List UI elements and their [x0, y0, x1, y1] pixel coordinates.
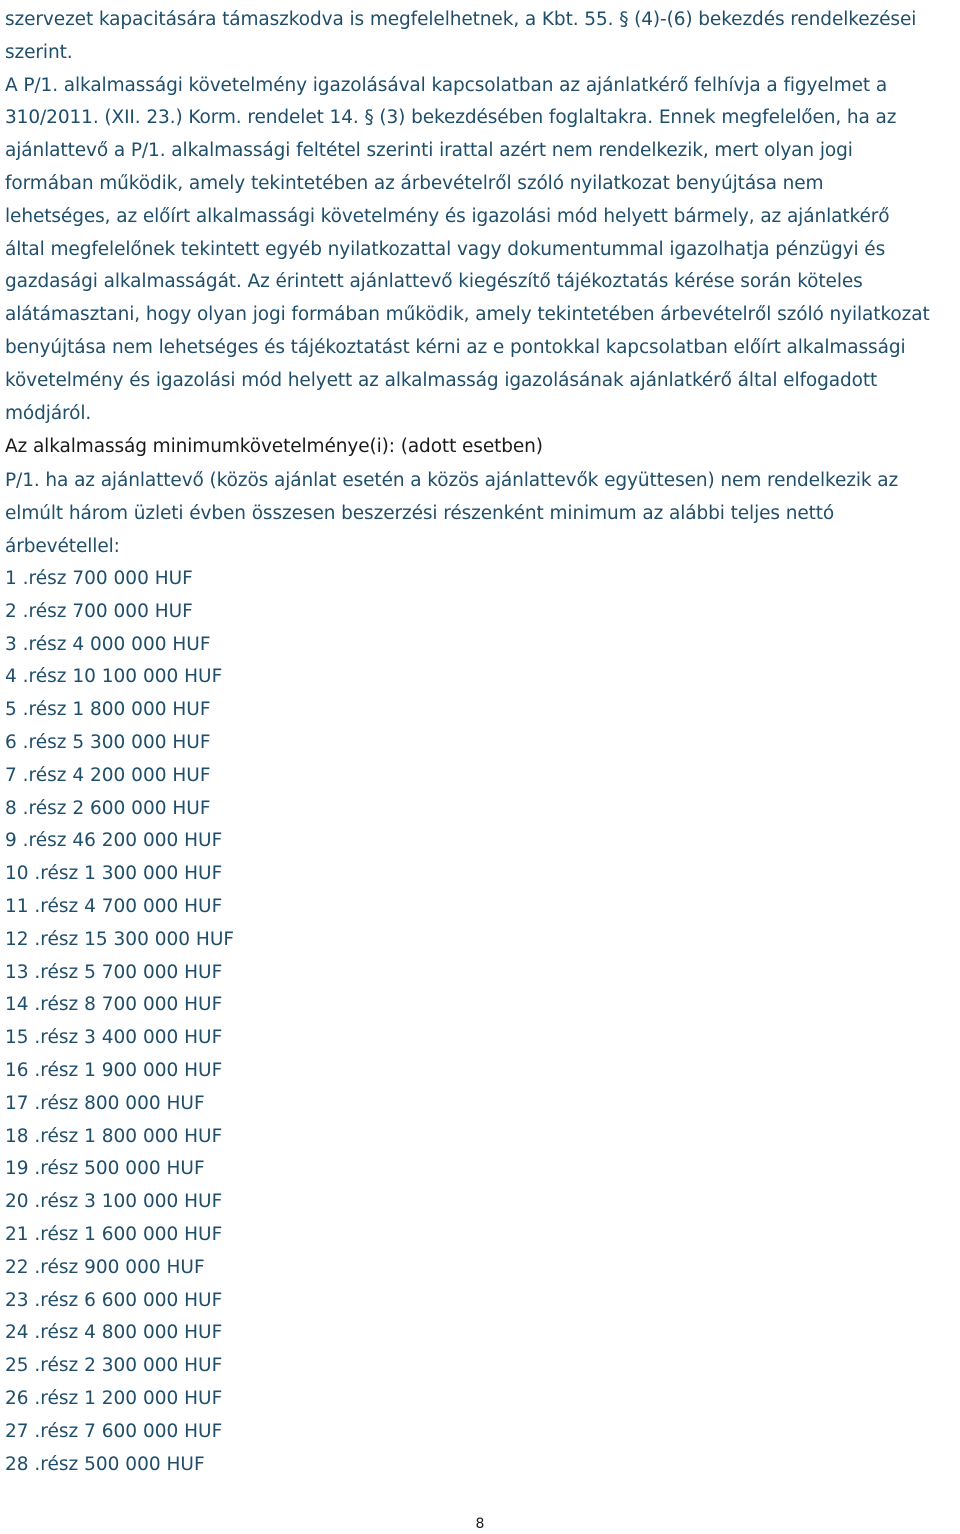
list-item: 26 .rész 1 200 000 HUF	[5, 1387, 223, 1409]
body-text	[5, 4, 960, 564]
paragraph-line: gazdasági alkalmasságát. Az érintett ajánlattevő kiegészítő tájékoztatás kérése során köteles	[5, 271, 863, 293]
list-item: 9 .rész 46 200 000 HUF	[5, 830, 223, 852]
list-item: 24 .rész 4 800 000 HUF	[5, 1322, 223, 1344]
list-item: 15 .rész 3 400 000 HUF	[5, 1027, 223, 1049]
paragraph-2	[5, 70, 960, 431]
paragraph-line: 310/2011. (XII. 23.) Korm. rendelet 14. § (3) bekezdésében foglaltakra. Ennek megfelelően, ha az	[5, 107, 897, 129]
list-item: 21 .rész 1 600 000 HUF	[5, 1223, 223, 1245]
list-item: 5 .rész 1 800 000 HUF	[5, 699, 211, 721]
paragraph-line: benyújtása nem lehetséges és tájékoztatást kérni az e pontokkal kapcsolatban előírt alkalmassági	[5, 336, 906, 358]
list-item: 6 .rész 5 300 000 HUF	[5, 731, 211, 753]
paragraph-line: által megfelelőnek tekintett egyéb nyilatkozattal vagy dokumentummal igazolhatja pénzügyi és	[5, 238, 886, 260]
list-item: 28 .rész 500 000 HUF	[5, 1453, 205, 1475]
paragraph-line: formában működik, amely tekintetében az árbevételről szóló nyilatkozat benyújtása nem	[5, 172, 824, 194]
list-item: 18 .rész 1 800 000 HUF	[5, 1125, 223, 1147]
list-item: 10 .rész 1 300 000 HUF	[5, 863, 223, 885]
list-item: 14 .rész 8 700 000 HUF	[5, 994, 223, 1016]
list-item: 3 .rész 4 000 000 HUF	[5, 633, 211, 655]
paragraph-line: szervezet kapacitására támaszkodva is megfelelhetnek, a Kbt. 55. § (4)-(6) bekezdés rendelkezései	[5, 9, 917, 30]
paragraph-line: ajánlattevő a P/1. alkalmassági feltétel szerinti irattal azért nem rendelkezik, mert olyan jogi	[5, 140, 853, 162]
list-item: 7 .rész 4 200 000 HUF	[5, 764, 211, 786]
paragraph-line: módjáról.	[5, 402, 92, 424]
list-item: 17 .rész 800 000 HUF	[5, 1092, 205, 1114]
list-item: 23 .rész 6 600 000 HUF	[5, 1289, 223, 1311]
list-item: 27 .rész 7 600 000 HUF	[5, 1420, 223, 1442]
list-item: 12 .rész 15 300 000 HUF	[5, 928, 235, 950]
paragraph-line: P/1. ha az ajánlattevő (közös ajánlat esetén a közös ajánlattevők együttesen) nem rendelkezik az	[5, 470, 899, 492]
list-item: 16 .rész 1 900 000 HUF	[5, 1059, 223, 1081]
list-item: 1 .rész 700 000 HUF	[5, 568, 193, 589]
list-item: 19 .rész 500 000 HUF	[5, 1158, 205, 1180]
paragraph-line: lehetséges, az előírt alkalmassági követelmény és igazolási mód helyett bármely, az ajánlatkérő	[5, 205, 890, 227]
paragraph-line: A P/1. alkalmassági követelmény igazolásával kapcsolatban az ajánlatkérő felhívja a figyelmet a	[5, 74, 888, 96]
paragraph-line: követelmény és igazolási mód helyett az alkalmasság igazolásának ajánlatkérő által elfogadott	[5, 369, 878, 391]
page-number: 8	[475, 1516, 485, 1532]
list-item: 13 .rész 5 700 000 HUF	[5, 961, 223, 983]
paragraph-line: szerint.	[5, 41, 73, 63]
paragraph-line: elmúlt három üzleti évben összesen beszerzési részenként minimum az alábbi teljes nettó	[5, 502, 835, 524]
section-heading: Az alkalmasság minimumkövetelménye(i): (adott esetben)	[5, 436, 543, 458]
paragraph-line: alátámasztani, hogy olyan jogi formában működik, amely tekintetében árbevételről szóló nyilatkozat	[5, 304, 930, 326]
list-item: 4 .rész 10 100 000 HUF	[5, 666, 223, 688]
paragraph-3	[5, 465, 960, 563]
list-item: 2 .rész 700 000 HUF	[5, 600, 193, 622]
list-item: 22 .rész 900 000 HUF	[5, 1256, 205, 1278]
paragraph-line: árbevétellel:	[5, 535, 120, 557]
list-item: 8 .rész 2 600 000 HUF	[5, 797, 211, 819]
list-item: 11 .rész 4 700 000 HUF	[5, 895, 223, 917]
list-item: 25 .rész 2 300 000 HUF	[5, 1355, 223, 1377]
list-item: 20 .rész 3 100 000 HUF	[5, 1191, 223, 1213]
paragraph-1	[5, 4, 960, 70]
parts-list	[5, 563, 234, 1481]
